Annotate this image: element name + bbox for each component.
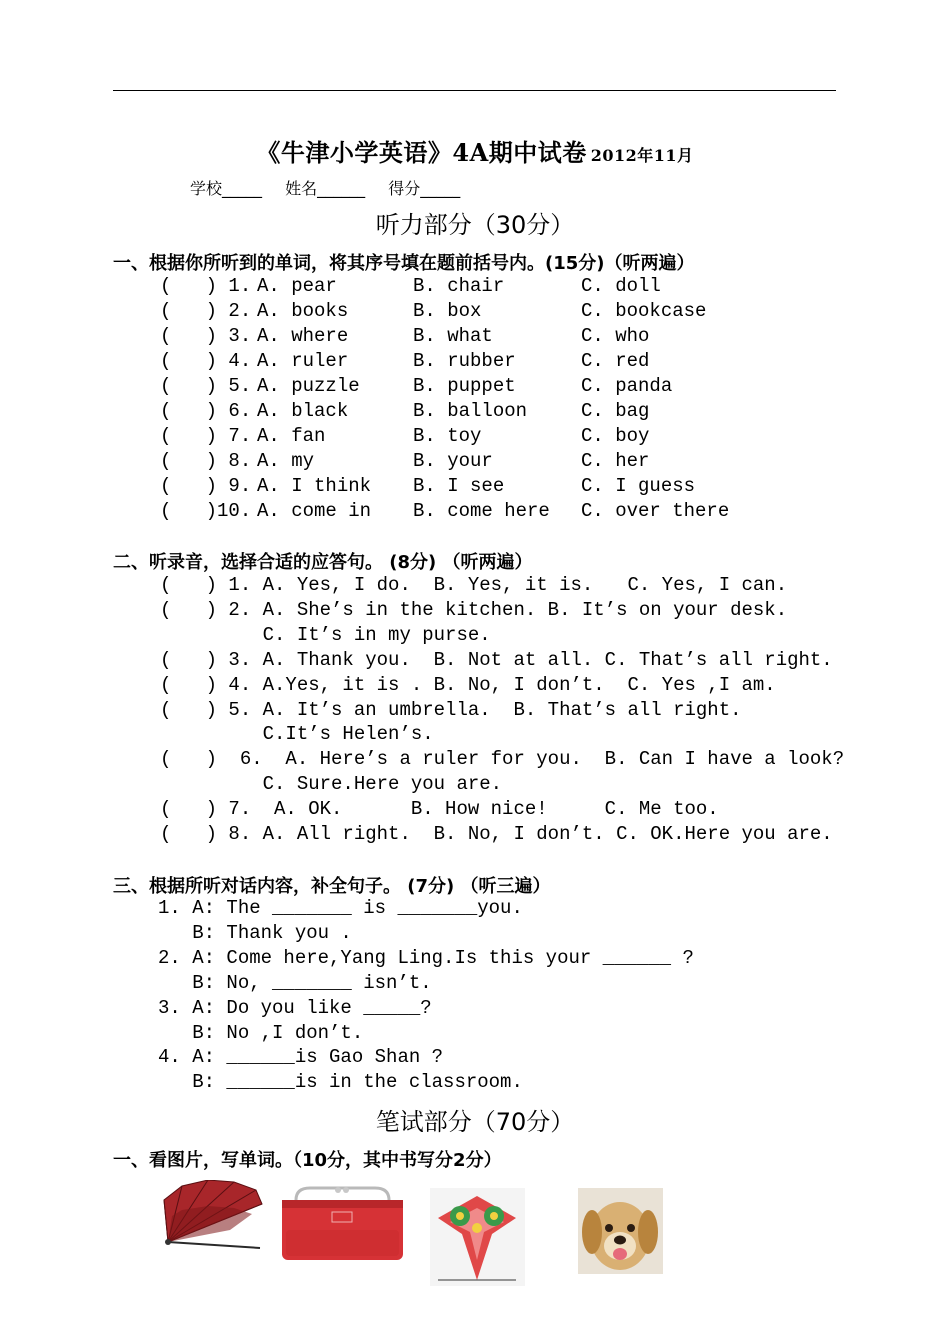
exam-title [0,133,950,168]
item-b: B. I see [413,475,505,497]
list-item: ( ) 7. A. OK. B. How nice! C. Me too. [160,798,719,821]
item-c: C. bookcase [581,300,707,322]
item-a: A. puzzle [257,375,360,397]
list-item: ( ) 8. A. All right. B. No, I don’t. C. OK.Here you are. [160,823,833,845]
item-c: C. over there [581,500,730,522]
item-num: ( ) 7. [160,425,252,447]
puppy-icon [578,1188,663,1274]
exam-date: 2012年11月 [590,146,694,165]
item-c: C. bag [581,400,650,422]
exam-title-text: 《牛津小学英语》4A期中试卷 [256,138,587,167]
top-rule [113,90,836,91]
list-item: 3. A: Do you like _____? [158,996,432,1019]
listening-part-title: 听力部分（30分） [375,211,575,239]
section2-heading: 二、听录音，选择合适的应答句。 (8分) （听两遍） [113,552,533,573]
list-item: B: Thank you . [158,921,352,944]
item-num: ( ) 6. [160,400,252,422]
list-item: 1. A: The _______ is _______you. [158,897,523,919]
item-b: B. box [413,300,482,322]
list-item: ( ) 6. A. Here’s a ruler for you. B. Can I have a look? [160,748,845,771]
item-num: ( ) 8. [160,450,252,472]
item-num: ( )10. [160,500,252,522]
item-num: ( ) 3. [160,325,252,347]
item-a: A. books [257,300,349,322]
item-num: ( ) 2. [160,300,252,322]
item-c: C. who [581,325,650,347]
item-c: C. panda [581,375,673,397]
list-item: C.It’s Helen’s. [160,723,434,746]
writing-part-title: 笔试部分（70分） [375,1108,575,1136]
item-b: B. your [413,450,493,472]
list-item: ( ) 1. A. Yes, I do. B. Yes, it is. C. Yes, I can. [160,574,788,596]
picture-row [0,1180,950,1290]
list-item: 4. A: ______is Gao Shan ? [158,1046,444,1069]
section4-heading: 一、看图片，写单词。（10分，其中书写分2分） [113,1150,502,1171]
item-c: C. I guess [581,475,696,497]
list-item: ( ) 4. A.Yes, it is . B. No, I don’t. C. Yes ,I am. [160,673,776,696]
item-num: ( ) 9. [160,475,252,497]
name-field: 姓名______ [285,179,366,198]
item-b: B. come here [413,500,550,522]
section1-heading: 一、根据你所听到的单词，将其序号填在题前括号内。(15分)（听两遍） [113,253,695,274]
list-item: B: No, _______ isn’t. [158,971,432,994]
list-item: B: ______is in the classroom. [158,1071,523,1094]
item-a: A. black [257,400,349,422]
item-b: B. toy [413,425,482,447]
section3-heading: 三、根据所听对话内容，补全句子。 (7分) （听三遍） [113,876,551,897]
item-a: A. pear [257,275,337,297]
list-item: C. It’s in my purse. [160,623,491,646]
item-b: B. balloon [413,400,528,422]
list-item: ( ) 5. A. It’s an umbrella. B. That’s all right. [160,698,742,721]
item-b: B. what [413,325,493,347]
list-item: ( ) 3. A. Thank you. B. Not at all. C. That’s all right. [160,648,833,671]
item-a: A. come in [257,500,372,522]
item-a: A. fan [257,425,326,447]
kite-icon [430,1188,525,1286]
item-num: ( ) 1. [160,275,252,297]
item-b: B. puppet [413,375,516,397]
fan-icon [160,1180,265,1252]
list-item: C. Sure.Here you are. [160,773,503,796]
item-c: C. doll [581,275,661,297]
item-b: B. rubber [413,350,516,372]
score-field: 得分_____ [388,179,461,198]
list-item: ( ) 2. A. She’s in the kitchen. B. It’s on your desk. [160,598,788,621]
item-a: A. I think [257,475,372,497]
item-a: A. my [257,450,315,472]
list-item: B: No ,I don’t. [158,1021,364,1044]
item-a: A. where [257,325,349,347]
item-num: ( ) 4. [160,350,252,372]
item-c: C. red [581,350,650,372]
item-c: C. her [581,450,650,472]
item-num: ( ) 5. [160,375,252,397]
student-info-line [190,176,478,199]
school-field: 学校_____ [190,179,263,198]
list-item: 2. A: Come here,Yang Ling.Is this your ______ ? [158,946,694,969]
item-c: C. boy [581,425,650,447]
item-a: A. ruler [257,350,349,372]
item-b: B. chair [413,275,505,297]
purse-icon [280,1186,405,1262]
